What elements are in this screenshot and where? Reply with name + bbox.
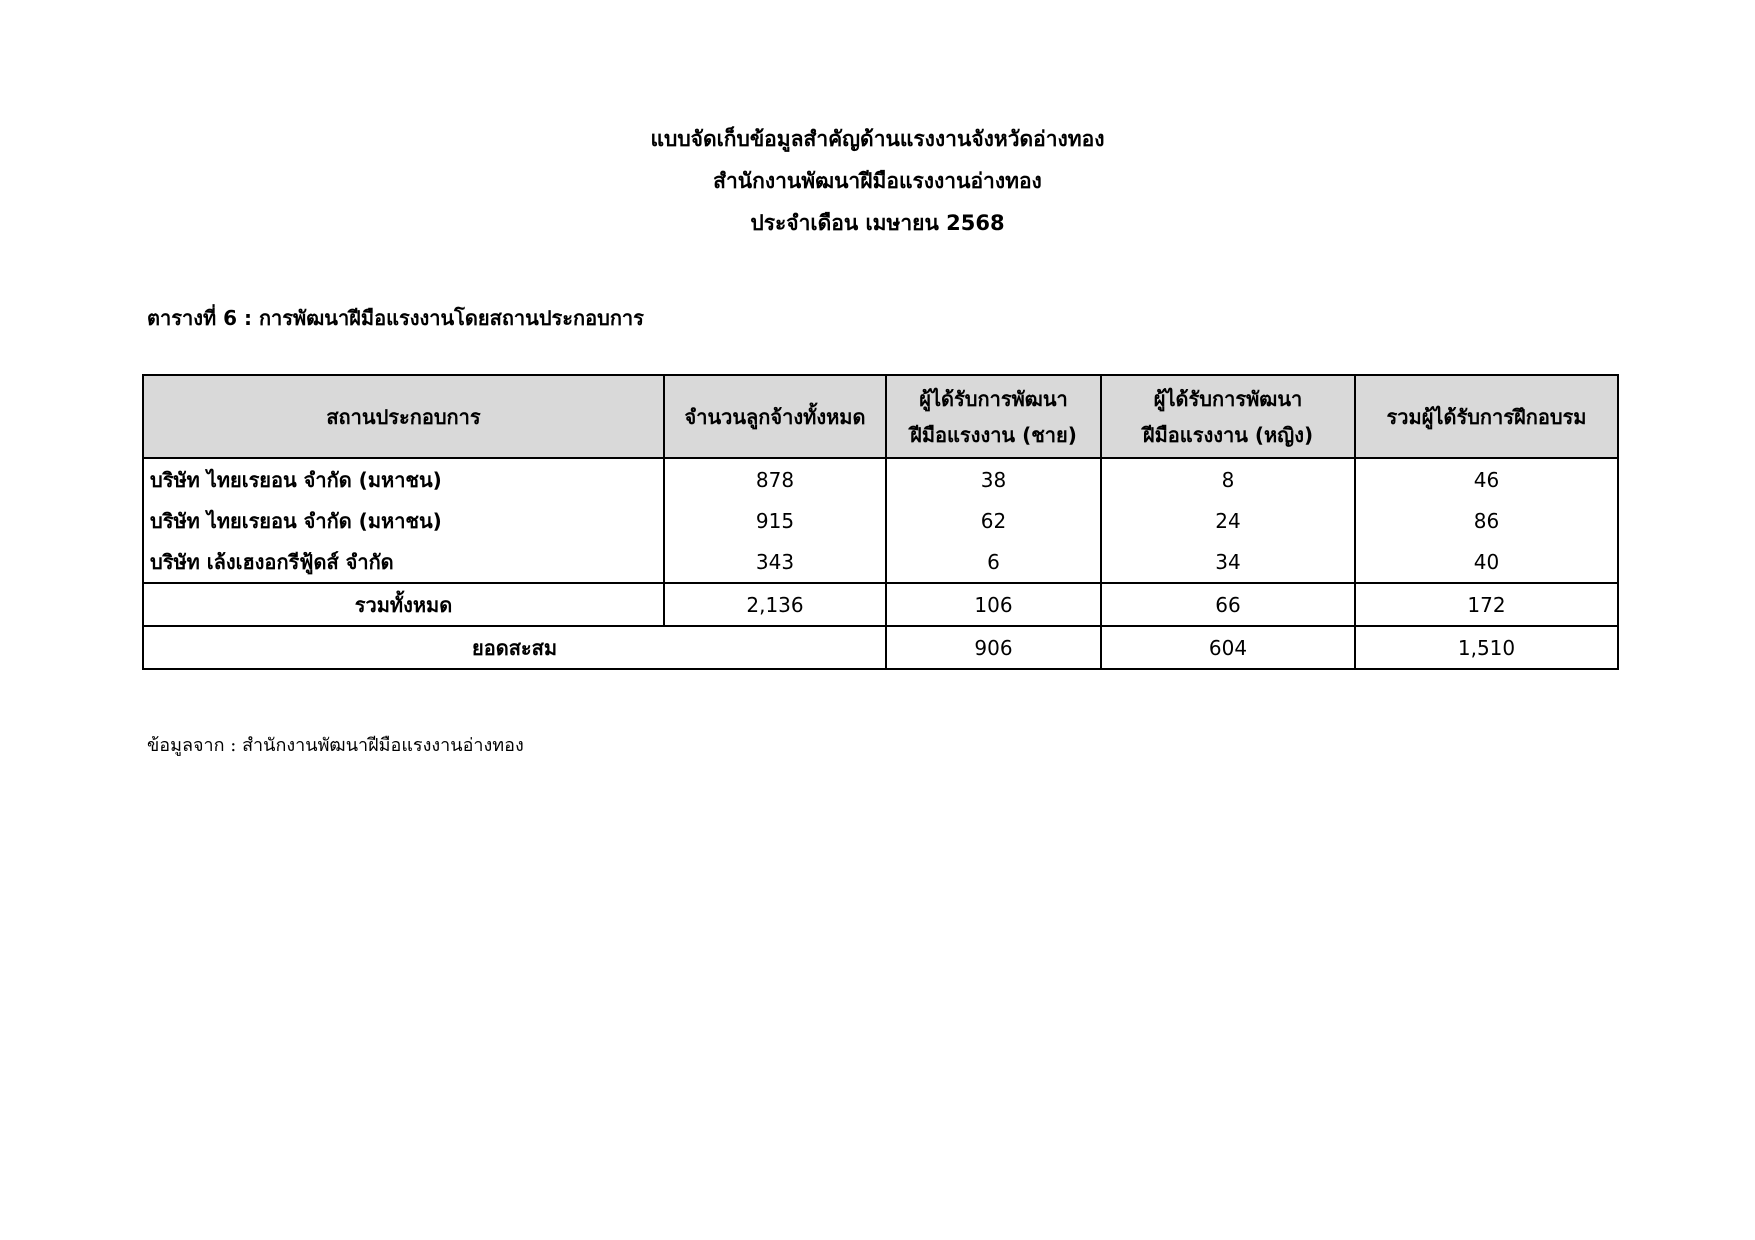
totals-female: 66 [1101,583,1355,626]
cell-male: 6 [886,541,1101,583]
cell-establishment: บริษัท ไทยเรยอน จำกัด (มหาชน) [143,458,664,500]
report-period: ประจำเดือน เมษายน 2568 [750,211,1005,235]
source-note: ข้อมูลจาก : สำนักงานพัฒนาฝีมือแรงงานอ่างทอง [147,735,524,756]
cell-male: 62 [886,500,1101,541]
cumulative-female: 604 [1101,626,1355,669]
col-header-male-line1: ผู้ได้รับการพัฒนา [919,386,1068,411]
totals-total: 172 [1355,583,1618,626]
totals-label: รวมทั้งหมด [143,583,664,626]
cell-employees: 878 [664,458,886,500]
cell-total: 40 [1355,541,1618,583]
col-header-female-line1: ผู้ได้รับการพัฒนา [1153,386,1303,411]
col-header-female [1101,375,1355,458]
cumulative-label: ยอดสะสม [143,626,886,669]
report-title: แบบจัดเก็บข้อมูลสำคัญด้านแรงงานจังหวัดอ่างทอง [650,127,1105,151]
cell-male: 38 [886,458,1101,500]
cell-female: 34 [1101,541,1355,583]
totals-row [143,583,1618,626]
table-caption: ตารางที่ 6 : การพัฒนาฝีมือแรงงานโดยสถานประกอบการ [147,306,644,330]
report-header [0,118,1755,244]
table-row [143,500,1618,541]
col-header-male [886,375,1101,458]
col-header-total-trained: รวมผู้ได้รับการฝึกอบรม [1355,375,1618,458]
col-header-male-line2: ฝีมือแรงงาน (ชาย) [910,422,1077,447]
col-header-employees: จำนวนลูกจ้างทั้งหมด [664,375,886,458]
cell-employees: 915 [664,500,886,541]
cumulative-total: 1,510 [1355,626,1618,669]
cell-female: 24 [1101,500,1355,541]
cell-establishment: บริษัท เล้งเฮงอกรีฟู้ดส์ จำกัด [143,541,664,583]
training-table [142,374,1619,670]
table-header-row [143,375,1618,458]
cumulative-row [143,626,1618,669]
table-row [143,541,1618,583]
col-header-female-line2: ฝีมือแรงงาน (หญิง) [1142,422,1314,447]
cell-establishment: บริษัท ไทยเรยอน จำกัด (มหาชน) [143,500,664,541]
totals-male: 106 [886,583,1101,626]
cumulative-male: 906 [886,626,1101,669]
cell-total: 46 [1355,458,1618,500]
cell-employees: 343 [664,541,886,583]
report-office: สำนักงานพัฒนาฝีมือแรงงานอ่างทอง [713,169,1042,193]
totals-employees: 2,136 [664,583,886,626]
cell-total: 86 [1355,500,1618,541]
col-header-establishment: สถานประกอบการ [143,375,664,458]
cell-female: 8 [1101,458,1355,500]
table-row [143,458,1618,500]
